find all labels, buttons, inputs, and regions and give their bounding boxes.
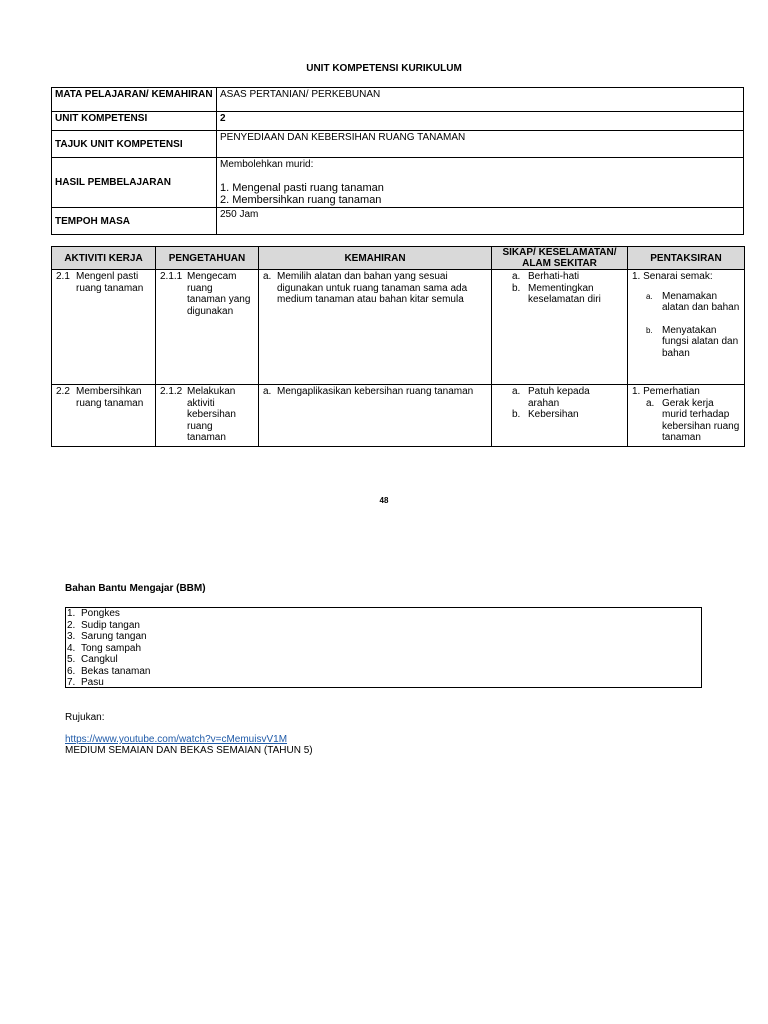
bbm-item: 4. Tong sampah bbox=[67, 642, 142, 654]
info-row-tempoh bbox=[52, 208, 744, 235]
sikap-item: b. Mementingkan keselamatan diri bbox=[512, 282, 601, 305]
page-number: 48 bbox=[379, 496, 389, 505]
pentaksiran-head: 1. Senarai semak: bbox=[632, 271, 713, 282]
pengetahuan-cell bbox=[156, 385, 259, 447]
mata-pelajaran-value: ASAS PERTANIAN/ PERKEBUNAN bbox=[217, 88, 744, 112]
aktiviti-num: 2.1 bbox=[56, 271, 70, 282]
aktiviti-text: Mengenl pasti ruang tanaman bbox=[76, 271, 144, 294]
rujukan-text: MEDIUM SEMAIAN DAN BEKAS SEMAIAN (TAHUN 5) bbox=[65, 745, 313, 756]
kemahiran-cell bbox=[259, 385, 492, 447]
aktiviti-num: 2.2 bbox=[56, 386, 70, 397]
mata-pelajaran-label: MATA PELAJARAN/ KEMAHIRAN bbox=[52, 88, 217, 112]
pentaksiran-cell bbox=[628, 270, 745, 385]
bbm-item: 3. Sarung tangan bbox=[67, 631, 147, 642]
hasil-item: 2. Membersihkan ruang tanaman bbox=[220, 194, 382, 206]
rujukan-link[interactable]: https://www.youtube.com/watch?v=cMemuisvV1M bbox=[65, 734, 288, 745]
tajuk-value: PENYEDIAAN DAN KEBERSIHAN RUANG TANAMAN bbox=[217, 131, 744, 158]
hasil-item: 1. Mengenal pasti ruang tanaman bbox=[220, 182, 384, 194]
pentaksiran-head: 1. Pemerhatian bbox=[632, 386, 700, 397]
pentaksiran-item: b. Menyatakan fungsi alatan dan bahan bbox=[646, 324, 739, 359]
pengetahuan-text: Melakukan aktiviti kebersihan ruang tanaman bbox=[187, 386, 236, 443]
pengetahuan-num: 2.1.1 bbox=[160, 271, 183, 282]
hasil-value bbox=[217, 158, 744, 208]
rujukan-label: Rujukan: bbox=[65, 712, 105, 723]
activities-table bbox=[51, 246, 745, 447]
bbm-item: 6. Bekas tanaman bbox=[67, 665, 151, 677]
header-pengetahuan: PENGETAHUAN bbox=[156, 247, 259, 270]
activity-row bbox=[52, 270, 745, 385]
tempoh-label: TEMPOH MASA bbox=[52, 208, 217, 235]
pengetahuan-num: 2.1.2 bbox=[160, 386, 183, 397]
tajuk-label: TAJUK UNIT KOMPETENSI bbox=[52, 131, 217, 158]
activity-row bbox=[52, 385, 745, 447]
tempoh-value: 250 Jam bbox=[217, 208, 744, 235]
bbm-list bbox=[65, 607, 702, 688]
info-row-tajuk bbox=[52, 131, 744, 158]
unit-info-table bbox=[51, 87, 744, 235]
bbm-item: 7. Pasu bbox=[67, 677, 104, 688]
unit-kompetensi-value: 2 bbox=[217, 112, 744, 131]
pentaksiran-item: a. Menamakan alatan dan bahan bbox=[646, 290, 740, 313]
document-title: UNIT KOMPETENSI KURIKULUM bbox=[306, 63, 462, 74]
aktiviti-text: Membersihkan ruang tanaman bbox=[76, 386, 144, 409]
sikap-cell bbox=[492, 270, 628, 385]
kemahiran-cell bbox=[259, 270, 492, 385]
aktiviti-cell bbox=[52, 270, 156, 385]
activities-header-row bbox=[52, 247, 745, 270]
sikap-item: a. Berhati-hati bbox=[512, 271, 580, 282]
header-aktiviti: AKTIVITI KERJA bbox=[52, 247, 156, 270]
sikap-item: a. Patuh kepada arahan bbox=[512, 386, 590, 409]
bbm-item: 5. Cangkul bbox=[67, 654, 118, 665]
hasil-label: HASIL PEMBELAJARAN bbox=[52, 158, 217, 208]
info-row-mata-pelajaran bbox=[52, 88, 744, 112]
info-row-hasil bbox=[52, 158, 744, 208]
header-sikap: SIKAP/ KESELAMATAN/ ALAM SEKITAR bbox=[492, 247, 628, 270]
kemahiran-item: a. Mengaplikasikan kebersihan ruang tanaman bbox=[263, 386, 474, 397]
aktiviti-cell bbox=[52, 385, 156, 447]
unit-kompetensi-label: UNIT KOMPETENSI bbox=[52, 112, 217, 131]
header-kemahiran: KEMAHIRAN bbox=[259, 247, 492, 270]
kemahiran-item: a. Memilih alatan dan bahan yang sesuai digunakan untuk ruang tanaman sama ada medium tanaman atau bahan kitar semula bbox=[263, 271, 468, 305]
sikap-item: b. Kebersihan bbox=[512, 409, 579, 420]
header-pentaksiran: PENTAKSIRAN bbox=[628, 247, 745, 270]
pengetahuan-cell bbox=[156, 270, 259, 385]
bbm-item: 1. Pongkes bbox=[67, 608, 120, 619]
sikap-cell bbox=[492, 385, 628, 447]
bbm-title: Bahan Bantu Mengajar (BBM) bbox=[65, 583, 206, 594]
hasil-intro: Membolehkan murid: bbox=[220, 159, 314, 170]
pentaksiran-item: a. Gerak kerja murid terhadap kebersihan ruang tanaman bbox=[646, 397, 740, 443]
info-row-unit bbox=[52, 112, 744, 131]
pengetahuan-text: Mengecam ruang tanaman yang digunakan bbox=[187, 271, 251, 317]
bbm-item: 2. Sudip tangan bbox=[67, 619, 140, 631]
pentaksiran-cell bbox=[628, 385, 745, 447]
